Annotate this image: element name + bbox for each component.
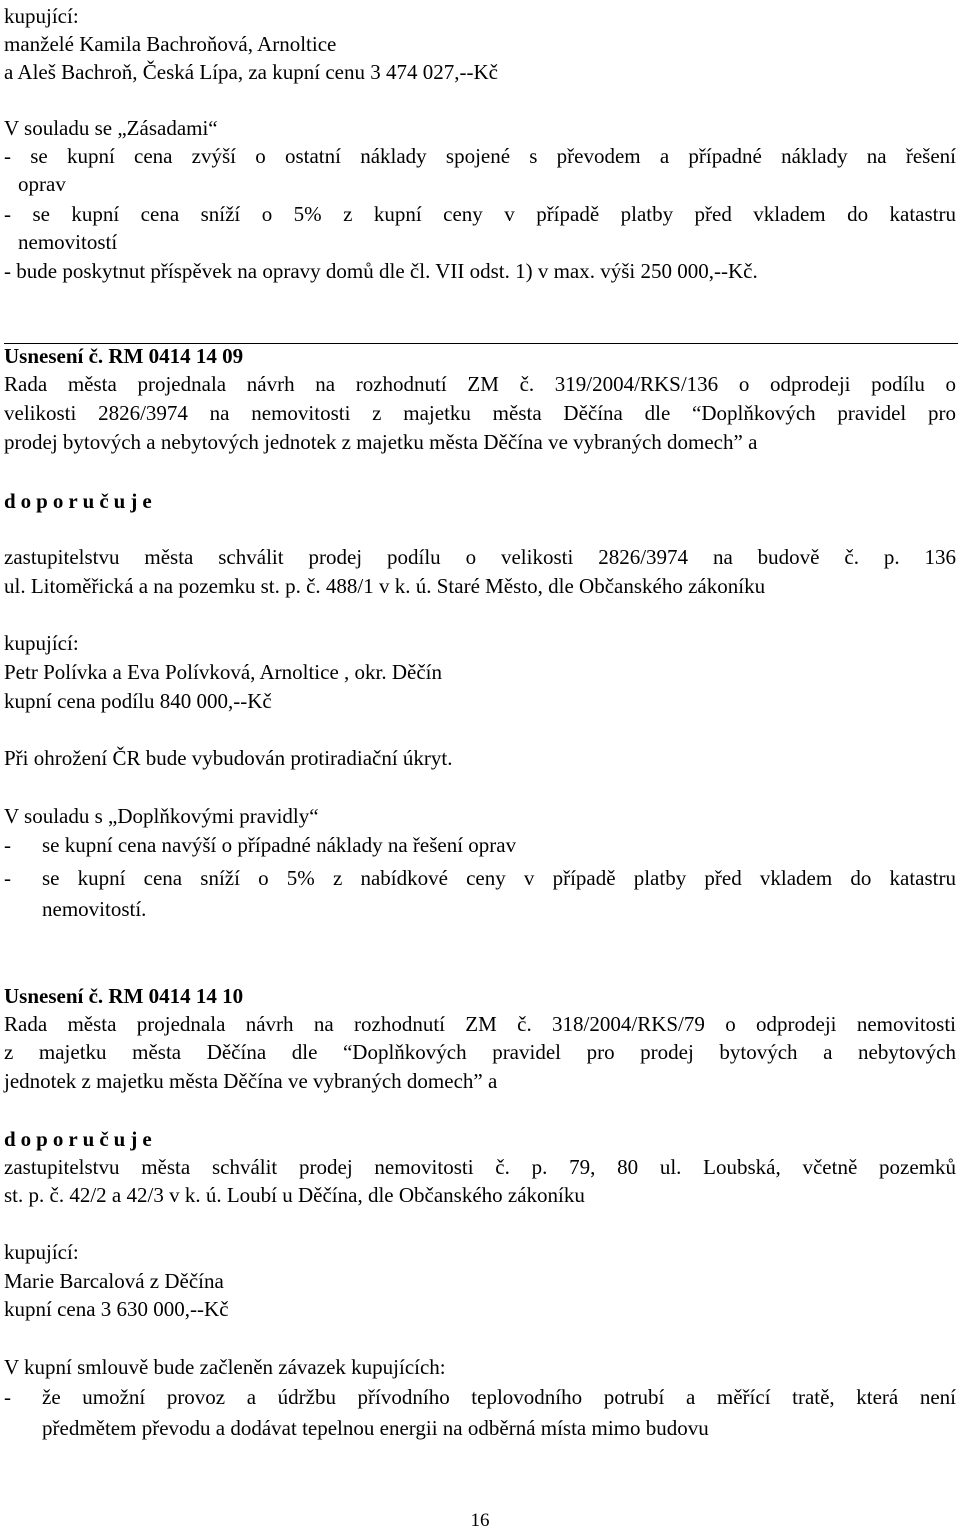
resolution-09-recommend-1: zastupitelstvu města schválit prodej podílu o velikosti 2826/3974 na budově č. p. 136 xyxy=(4,545,956,569)
resolution-10-recommend-1: zastupitelstvu města schválit prodej nemovitosti č. p. 79, 80 ul. Loubská, včetně pozemků xyxy=(4,1155,956,1179)
rule-2-line-1: - se kupní cena sníží o 5% z kupní ceny v případě platby před vkladem do katastru xyxy=(4,202,956,226)
resolution-10-contract-intro: V kupní smlouvě bude začleněn závazek kupujících: xyxy=(4,1355,446,1379)
resolution-10-price: kupní cena 3 630 000,--Kč xyxy=(4,1297,229,1321)
rules-intro: V souladu se „Zásadami“ xyxy=(4,116,218,140)
buyers-line-1: manželé Kamila Bachroňová, Arnoltice xyxy=(4,32,337,56)
resolution-09-recommends: doporučuje xyxy=(4,489,157,513)
resolution-10-condition-dash: - xyxy=(4,1385,11,1409)
resolution-09-text-3: prodej bytových a nebytových jednotek z majetku města Děčína ve vybraných domech” a xyxy=(4,430,758,454)
rule-2-line-2: nemovitostí xyxy=(18,230,118,254)
resolution-09-shelter: Při ohrožení ČR bude vybudován protiradiační úkryt. xyxy=(4,746,453,770)
resolution-10-text-3: jednotek z majetku města Děčína ve vybraných domech” a xyxy=(4,1069,498,1093)
resolution-10-text-1: Rada města projednala návrh na rozhodnutí ZM č. 318/2004/RKS/79 o odprodeji nemovitosti xyxy=(4,1012,956,1036)
resolution-09-rules-intro: V souladu s „Doplňkovými pravidly“ xyxy=(4,804,319,828)
resolution-10-number: Usnesení č. RM 0414 14 10 xyxy=(4,984,244,1008)
resolution-10-text-2: z majetku města Děčína dle “Doplňkových pravidel pro prodej bytových a nebytových xyxy=(4,1040,956,1064)
resolution-09-rule-1-dash: - xyxy=(4,833,11,857)
resolution-09-text-2: velikosti 2826/3974 na nemovitosti z majetku města Děčína dle “Doplňkových pravidel pro xyxy=(4,401,956,425)
rule-3: - bude poskytnut příspěvek na opravy domů dle čl. VII odst. 1) v max. výši 250 000,--Kč. xyxy=(4,259,758,283)
resolution-09-recommend-2: ul. Litoměřická a na pozemku st. p. č. 488/1 v k. ú. Staré Město, dle Občanského zákoníku xyxy=(4,574,766,598)
resolution-09-rule-2-line-1: se kupní cena sníží o 5% z nabídkové ceny v případě platby před vkladem do katastru xyxy=(42,866,956,890)
resolution-10-condition-line-1: že umožní provoz a údržbu přívodního teplovodního potrubí a měřící tratě, která není xyxy=(42,1385,956,1409)
resolution-09-rule-2-line-2: nemovitostí. xyxy=(42,897,147,921)
buyers-line-2: a Aleš Bachroň, Česká Lípa, za kupní cenu 3 474 027,--Kč xyxy=(4,60,498,84)
resolution-09-rule-2-dash: - xyxy=(4,866,11,890)
resolution-09-rule-1: se kupní cena navýší o případné náklady na řešení oprav xyxy=(42,833,517,857)
buyer-label: kupující: xyxy=(4,4,79,28)
resolution-09-text-1: Rada města projednala návrh na rozhodnutí ZM č. 319/2004/RKS/136 o odprodeji podílu o xyxy=(4,372,956,396)
page-number: 16 xyxy=(470,1510,490,1531)
resolution-10-recommend-2: st. p. č. 42/2 a 42/3 v k. ú. Loubí u Děčína, dle Občanského zákoníku xyxy=(4,1183,585,1207)
resolution-10-buyer-label: kupující: xyxy=(4,1240,79,1264)
resolution-09-buyers: Petr Polívka a Eva Polívková, Arnoltice , okr. Děčín xyxy=(4,660,443,684)
resolution-09-number: Usnesení č. RM 0414 14 09 xyxy=(4,344,244,368)
resolution-09-buyer-label: kupující: xyxy=(4,631,79,655)
rule-1-line-2: oprav xyxy=(18,172,66,196)
resolution-10-recommends: doporučuje xyxy=(4,1127,157,1151)
resolution-09-price: kupní cena podílu 840 000,--Kč xyxy=(4,689,272,713)
rule-1-line-1: - se kupní cena zvýší o ostatní náklady spojené s převodem a případné náklady na řešení xyxy=(4,144,956,168)
resolution-10-condition-line-2: předmětem převodu a dodávat tepelnou energii na odběrná místa mimo budovu xyxy=(42,1416,709,1440)
resolution-10-buyer: Marie Barcalová z Děčína xyxy=(4,1269,224,1293)
